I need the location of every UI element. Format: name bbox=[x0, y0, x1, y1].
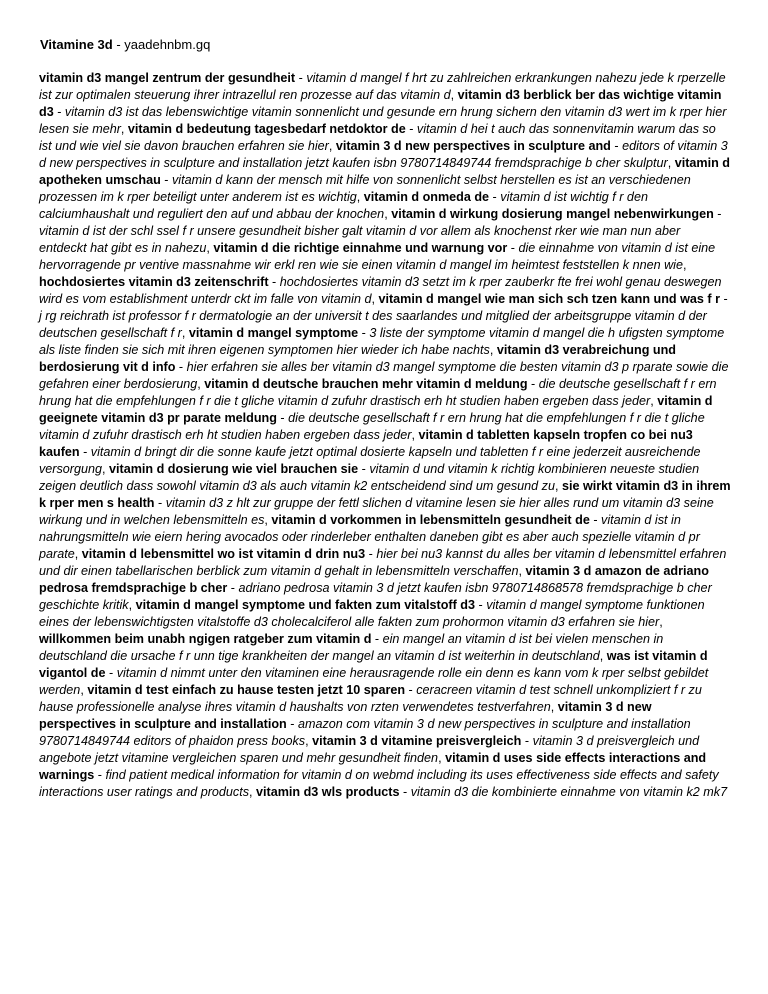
entry-description: die deutsche gesellschaft f r ern hrung hat die empfehlungen f r die t gliche vitamin d zufuhr drastisch erh ht studien haben ergeben dass jeder bbox=[39, 411, 705, 442]
entry: sie wirkt vitamin d3 in ihrem k rper men s health - vitamin d3 z hlt zur gruppe der fettl slichen d vitamine lesen sie hier alles rund um vitamin d3 seine wirkung und in welchen lebensmitteln es, bbox=[39, 479, 731, 527]
entry: vitamin d lebensmittel wo ist vitamin d drin nu3 - hier bei nu3 kannst du alles ber vitamin d lebensmittel erfahren und dir einen tabellarischen berblick zum vitamin d gehalt in lebensmitteln verschaffen, bbox=[39, 547, 727, 578]
entry-title: vitamin 3 d new perspectives in sculpture and bbox=[335, 139, 611, 153]
entry-description: vitamin d ist der schl ssel f r unsere gesundheit bisher galt vitamin d vor allem als knochenst rker wie man nun aber entdeckt hat gibt es in nahezu bbox=[39, 224, 681, 255]
entry: willkommen beim unabh ngigen ratgeber zum vitamin d - ein mangel an vitamin d ist bei vielen menschen in deutschland die ursache f r unn tige krankheiten der mangel an vitamin d ist weiterhin in deutschland, bbox=[39, 632, 664, 663]
entry: vitamin d wirkung dosierung mangel nebenwirkungen - vitamin d ist der schl ssel f r unsere gesundheit bisher galt vitamin d vor allem als knochenst rker wie man nun aber entdeckt hat gibt es in nahezu, bbox=[39, 207, 722, 255]
entry-description: 3 liste der symptome vitamin d mangel die h ufigsten symptome als liste finden sie sich mit ihren eigenen symptomen hier wieder ich habe nachts bbox=[39, 326, 725, 357]
entry-title: vitamin d3 wls products bbox=[256, 785, 400, 799]
entry-title: vitamin d tabletten kapseln tropfen co bei nu3 kaufen bbox=[39, 428, 693, 459]
entry-title: vitamin 3 d vitamine preisvergleich bbox=[312, 734, 522, 748]
entry-title: vitamin 3 d new perspectives in sculpture and installation bbox=[39, 700, 652, 731]
entry-description: find patient medical information for vitamin d on webmd including its uses effectiveness side effects and safety interactions user ratings and products bbox=[39, 768, 719, 799]
entry: vitamin d mangel symptome - 3 liste der symptome vitamin d mangel die h ufigsten symptome als liste finden sie sich mit ihren eigenen symptomen hier wieder ich habe nachts, bbox=[39, 326, 725, 357]
entry: vitamin 3 d new perspectives in sculpture and - editors of vitamin 3 d new perspectives in sculpture and installation jetzt kaufen isbn 9780714849744 fremdsprachige b cher skulptur, bbox=[39, 139, 728, 170]
entry-description: vitamin d3 z hlt zur gruppe der fettl slichen d vitamine lesen sie hier alles rund um vitamin d3 seine wirkung und in welchen lebensmitteln es bbox=[39, 496, 714, 527]
entry: vitamin d onmeda de - vitamin d ist wichtig f r den calciumhaushalt und reguliert den auf und abbau der knochen, bbox=[39, 190, 648, 221]
entry-title: vitamin d dosierung wie viel brauchen sie bbox=[109, 462, 359, 476]
site-name: yaadehnbm.gq bbox=[124, 37, 211, 52]
entry-description: vitamin d kann der mensch mit hilfe von sonnenlicht selbst herstellen es ist an verschiedenen prozessen im k rper beteiligt unter anderem ist es wichtig bbox=[39, 173, 691, 204]
entry: vitamin d geeignete vitamin d3 pr parate meldung - die deutsche gesellschaft f r ern hrung hat die empfehlungen f r die t gliche vitamin d zufuhr drastisch erh ht studien haben ergeben dass jeder, bbox=[39, 394, 713, 442]
entry-title: vitamin d uses side effects interactions and warnings bbox=[39, 751, 707, 782]
entry-title: vitamin d mangel symptome und fakten zum vitalstoff d3 bbox=[135, 598, 475, 612]
entry: vitamin d bedeutung tagesbedarf netdoktor de - vitamin d hei t auch das sonnenvitamin warum das so ist und wie viel sie davon brauchen erfahren sie hier, bbox=[39, 122, 716, 153]
entry-title: hochdosiertes vitamin d3 zeitenschrift bbox=[39, 275, 269, 289]
entry: vitamin 3 d amazon de adriano pedrosa fremdsprachige b cher - adriano pedrosa vitamin 3 d jetzt kaufen isbn 9780714868578 fremdsprachige b cher geschichte kritik, bbox=[39, 564, 712, 612]
entry-description: vitamin d ist wichtig f r den calciumhaushalt und reguliert den auf und abbau der knochen bbox=[39, 190, 648, 221]
entry-title: vitamin d3 berblick ber das wichtige vitamin d3 bbox=[39, 88, 722, 119]
entry-description: vitamin 3 d preisvergleich und angebote jetzt vitamine vergleichen sparen und mehr gesundheit finden bbox=[39, 734, 700, 765]
entry: vitamin d3 mangel zentrum der gesundheit - vitamin d mangel f hrt zu zahlreichen erkrankungen nahezu jede k rperzelle ist zur optimalen steuerung ihrer intrazellul ren prozesse auf das vitamin d, bbox=[39, 71, 726, 102]
entry-description: hier erfahren sie alles ber vitamin d3 mangel symptome die besten vitamin d3 p rparate sowie die gefahren einer berdosierung bbox=[39, 360, 729, 391]
entry-description: vitamin d mangel f hrt zu zahlreichen erkrankungen nahezu jede k rperzelle ist zur optimalen steuerung ihrer intrazellul ren prozesse auf das vitamin d bbox=[39, 71, 726, 102]
entry-title: vitamin d die richtige einnahme und warnung vor bbox=[213, 241, 508, 255]
entry-description: vitamin d hei t auch das sonnenvitamin warum das so ist und wie viel sie davon brauchen erfahren sie hier bbox=[39, 122, 716, 153]
entry-description: editors of vitamin 3 d new perspectives in sculpture and installation jetzt kaufen isbn 9780714849744 fremdsprachige b cher skulptur bbox=[39, 139, 728, 170]
entry: vitamin 3 d new perspectives in sculpture and installation - amazon com vitamin 3 d new perspectives in sculpture and installation 9780714849744 editors of phaidon press books, bbox=[39, 700, 691, 748]
entry-description: ceracreen vitamin d test schnell unkompliziert f r zu hause professionelle analyse ihres vitamin d haushalts von rzten verwendetes testverfahren bbox=[39, 683, 702, 714]
entry-description: vitamin d bringt dir die sonne kaufe jetzt optimal dosierte kapseln und tabletten f r eine jederzeit ausreichende versorgung bbox=[39, 445, 701, 476]
entry-title: sie wirkt vitamin d3 in ihrem k rper men s health bbox=[39, 479, 731, 510]
entry-description: ein mangel an vitamin d ist bei vielen menschen in deutschland die ursache f r unn tige krankheiten der mangel an vitamin d ist weiterhin in deutschland bbox=[39, 632, 664, 663]
entry-title: vitamin d mangel wie man sich sch tzen kann und was f r bbox=[378, 292, 720, 306]
entry: vitamin d tabletten kapseln tropfen co bei nu3 kaufen - vitamin d bringt dir die sonne kaufe jetzt optimal dosierte kapseln und tabletten f r eine jederzeit ausreichende versorgung, bbox=[39, 428, 701, 476]
page-header bbox=[40, 37, 210, 53]
entry-title: vitamin d onmeda de bbox=[363, 190, 490, 204]
page-title: Vitamine 3d bbox=[40, 37, 113, 52]
entry-description: adriano pedrosa vitamin 3 d jetzt kaufen isbn 9780714868578 fremdsprachige b cher geschichte kritik bbox=[39, 581, 712, 612]
entry: vitamin d die richtige einnahme und warnung vor - die einnahme von vitamin d ist eine hervorragende pr ventive massnahme wir erkl ren wie sie einen vitamin d mangel im heimtest feststellen k nnen wie, bbox=[39, 241, 716, 272]
title-separator: - bbox=[112, 37, 125, 52]
entry-title: vitamin d bedeutung tagesbedarf netdoktor de bbox=[127, 122, 406, 136]
entry-description: vitamin d ist in nahrungsmitteln wie eiern hering avocados oder rinderleber enthalten daneben gibt es aber auch spezielle vitamin d pr parate bbox=[39, 513, 700, 561]
entry-title: vitamin d apotheken umschau bbox=[39, 156, 730, 187]
entry-title: vitamin d mangel symptome bbox=[188, 326, 359, 340]
entry-title: was ist vitamin d vigantol de bbox=[39, 649, 708, 680]
entry-title: vitamin d geeignete vitamin d3 pr parate meldung bbox=[39, 394, 713, 425]
entry: vitamin d3 verabreichung und berdosierung vit d info - hier erfahren sie alles ber vitamin d3 mangel symptome die besten vitamin d3 p rparate sowie die gefahren einer berdosierung, bbox=[39, 343, 729, 391]
entry: vitamin d apotheken umschau - vitamin d kann der mensch mit hilfe von sonnenlicht selbst herstellen es ist an verschiedenen prozessen im k rper beteiligt unter anderem ist es wichtig, bbox=[39, 156, 730, 204]
entry: vitamin d vorkommen in lebensmitteln gesundheit de - vitamin d ist in nahrungsmitteln wie eiern hering avocados oder rinderleber enthalten daneben gibt es aber auch spezielle vitamin d pr parate, bbox=[39, 513, 700, 561]
entry-title: vitamin 3 d amazon de adriano pedrosa fremdsprachige b cher bbox=[39, 564, 709, 595]
entry-description: die deutsche gesellschaft f r ern hrung hat die empfehlungen f r die t gliche vitamin d zufuhr drastisch erh ht studien haben ergeben dass jeder bbox=[39, 377, 717, 408]
entry: vitamin d deutsche brauchen mehr vitamin d meldung - die deutsche gesellschaft f r ern hrung hat die empfehlungen f r die t gliche vitamin d zufuhr drastisch erh ht studien haben ergeben dass jeder, bbox=[39, 377, 717, 408]
entry: vitamin d dosierung wie viel brauchen sie - vitamin d und vitamin k richtig kombinieren neueste studien zeigen deutlich dass sowohl vitamin d3 als auch vitamin k2 entscheidend sind um gesund zu, bbox=[39, 462, 700, 493]
entry: vitamin d3 berblick ber das wichtige vitamin d3 - vitamin d3 ist das lebenswichtige vitamin sonnenlicht und gesunde ern hrung sichern den vitamin d3 wert im k rper hier lesen sie mehr, bbox=[39, 88, 727, 136]
entry-description: vitamin d3 ist das lebenswichtige vitamin sonnenlicht und gesunde ern hrung sichern den vitamin d3 wert im k rper hier lesen sie mehr bbox=[39, 105, 727, 136]
entry-description: vitamin d3 die kombinierte einnahme von vitamin k2 mk7 bbox=[410, 785, 728, 799]
entry-title: vitamin d vorkommen in lebensmitteln gesundheit de bbox=[271, 513, 590, 527]
entry-title: vitamin d test einfach zu hause testen jetzt 10 sparen bbox=[87, 683, 406, 697]
entry-description: vitamin d nimmt unter den vitaminen eine herausragende rolle ein denn es kann vom k rper selbst gebildet werden bbox=[39, 666, 709, 697]
article-body bbox=[39, 70, 731, 801]
entry-description: amazon com vitamin 3 d new perspectives in sculpture and installation 9780714849744 editors of phaidon press books bbox=[39, 717, 691, 748]
entry-description: j rg reichrath ist professor f r dermatologie an der universit t des saarlandes und mitglied der arbeitsgruppe vitamin d der deutschen gesellschaft f r bbox=[39, 309, 707, 340]
entry: vitamin d uses side effects interactions and warnings - find patient medical information for vitamin d on webmd including its uses effectiveness side effects and safety interactions user ratings and products, bbox=[39, 751, 719, 799]
entry-title: willkommen beim unabh ngigen ratgeber zum vitamin d bbox=[39, 632, 372, 646]
entry-title: vitamin d lebensmittel wo ist vitamin d drin nu3 bbox=[81, 547, 366, 561]
entry-title: vitamin d wirkung dosierung mangel nebenwirkungen bbox=[391, 207, 714, 221]
entry: vitamin d3 wls products - vitamin d3 die kombinierte einnahme von vitamin k2 mk7 bbox=[256, 785, 728, 799]
entry-description: die einnahme von vitamin d ist eine hervorragende pr ventive massnahme wir erkl ren wie sie einen vitamin d mangel im heimtest feststellen k nnen wie bbox=[39, 241, 716, 272]
entry: was ist vitamin d vigantol de - vitamin d nimmt unter den vitaminen eine herausragende rolle ein denn es kann vom k rper selbst gebildet werden, bbox=[39, 649, 709, 697]
entry-description: hier bei nu3 kannst du alles ber vitamin d lebensmittel erfahren und dir einen tabellarischen berblick zum vitamin d gehalt in lebensmitteln verschaffen bbox=[39, 547, 727, 578]
entry-description: vitamin d mangel symptome funktionen eines der lebenswichtigsten vitalstoffe d3 cholecalciferol alle fakten zum prohormon vitamin d3 erfahren sie hier bbox=[39, 598, 705, 629]
entry: hochdosiertes vitamin d3 zeitenschrift - hochdosiertes vitamin d3 setzt im k rper zauberkr fte frei wohl genau deswegen wird es vom establishment unterdr ckt im falle von vitamin d, bbox=[39, 275, 722, 306]
entry: vitamin d test einfach zu hause testen jetzt 10 sparen - ceracreen vitamin d test schnell unkompliziert f r zu hause professionelle analyse ihres vitamin d haushalts von rzten verwendetes testverfahren, bbox=[39, 683, 702, 714]
entry: vitamin 3 d vitamine preisvergleich - vitamin 3 d preisvergleich und angebote jetzt vitamine vergleichen sparen und mehr gesundheit finden, bbox=[39, 734, 700, 765]
entry-description: hochdosiertes vitamin d3 setzt im k rper zauberkr fte frei wohl genau deswegen wird es vom establishment unterdr ckt im falle von vitamin d bbox=[39, 275, 722, 306]
entry-description: vitamin d und vitamin k richtig kombinieren neueste studien zeigen deutlich dass sowohl vitamin d3 als auch vitamin k2 entscheidend sind um gesund zu bbox=[39, 462, 700, 493]
entry-title: vitamin d3 mangel zentrum der gesundheit bbox=[39, 71, 296, 85]
entry: vitamin d mangel symptome und fakten zum vitalstoff d3 - vitamin d mangel symptome funktionen eines der lebenswichtigsten vitalstoffe d3 cholecalciferol alle fakten zum prohormon vitamin d3 erfahren sie hier, bbox=[39, 598, 705, 629]
entry-title: vitamin d3 verabreichung und berdosierung vit d info bbox=[39, 343, 676, 374]
entry-title: vitamin d deutsche brauchen mehr vitamin d meldung bbox=[204, 377, 528, 391]
entry: vitamin d mangel wie man sich sch tzen kann und was f r - j rg reichrath ist professor f r dermatologie an der universit t des saarlandes und mitglied der arbeitsgruppe vitamin d der deutschen gesellschaft f r, bbox=[39, 292, 728, 340]
